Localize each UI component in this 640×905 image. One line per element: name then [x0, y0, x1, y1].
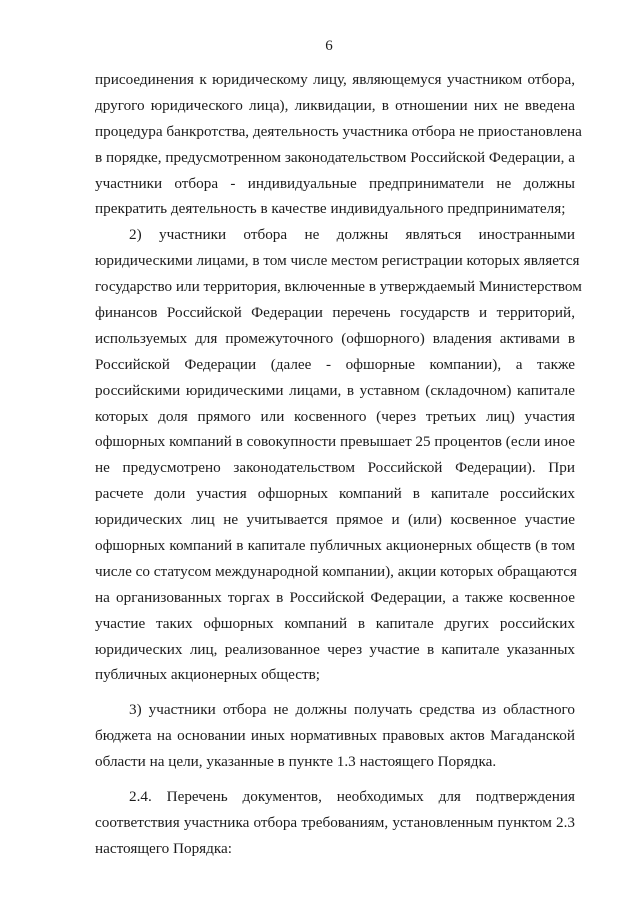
page-number: 6 [325, 38, 333, 54]
text-line: юридическими лицами, в том числе местом регистрации которых является [95, 252, 580, 270]
text-line: присоединения к юридическому лицу, являющемуся участником отбора, [95, 71, 575, 88]
text-line: 2.4. Перечень документов, необходимых для подтверждения [129, 788, 575, 806]
text-line: области на цели, указанные в пункте 1.3 настоящего Порядка. [95, 753, 497, 771]
text-line: не предусмотрено законодательством Российской Федерации). При [95, 459, 575, 477]
paragraph-gap [95, 775, 575, 784]
paragraph-gap [95, 688, 575, 697]
text-line: соответствия участника отбора требованиям, установленным пунктом 2.3 [95, 813, 575, 831]
text-line: участники отбора - индивидуальные предприниматели не должны [95, 174, 575, 192]
text-line: российскими юридическими лицами, в уставном (складочном) капитале [95, 381, 575, 399]
text-line: в порядке, предусмотренном законодательством Российской Федерации, а [95, 148, 575, 166]
text-line: публичных акционерных обществ; [95, 666, 320, 684]
text-line: офшорных компаний в совокупности превышает 25 процентов (если иное [95, 433, 575, 451]
text-line: участие таких офшорных компаний в капитале других российских [95, 614, 575, 632]
text-line: которых доля прямого или косвенного (через третьих лиц) участия [95, 407, 575, 425]
paragraph-p3 [95, 697, 575, 775]
text-line: прекратить деятельность в качестве индивидуального предпринимателя; [95, 200, 566, 218]
text-line: финансов Российской Федерации перечень государств и территорий, [95, 304, 575, 322]
paragraph-p1 [95, 67, 582, 222]
text-line: юридических лиц, реализованное через участие в капитале указанных [95, 640, 575, 658]
text-line: числе со статусом международной компании), акции которых обращаются [95, 562, 578, 580]
text-line: другого юридического лица), ликвидации, в отношении них не введена [95, 96, 575, 114]
text-line: юридических лиц не учитывается прямое и (или) косвенное участие [95, 511, 575, 529]
text-line: 3) участники отбора не должны получать средства из областного [129, 701, 575, 719]
document-body [95, 67, 582, 862]
text-line: 2) участники отбора не должны являться иностранными [129, 226, 575, 244]
text-line: расчете доли участия офшорных компаний в капитале российских [95, 485, 575, 503]
paragraph-p2 [95, 222, 582, 688]
paragraph-p4 [95, 784, 575, 862]
text-line: на организованных торгах в Российской Федерации, а также косвенное [95, 588, 575, 606]
text-line: государство или территория, включенные в утверждаемый Министерством [95, 278, 582, 296]
text-line: настоящего Порядка: [95, 839, 232, 857]
text-line: Российской Федерации (далее - офшорные компании), а также [95, 355, 575, 373]
text-line: бюджета на основании иных нормативных правовых актов Магаданской [95, 727, 575, 745]
text-line: процедура банкротства, деятельность участника отбора не приостановлена [95, 122, 582, 140]
text-line: офшорных компаний в капитале публичных акционерных обществ (в том [95, 537, 575, 555]
text-line: используемых для промежуточного (офшорного) владения активами в [95, 329, 575, 347]
